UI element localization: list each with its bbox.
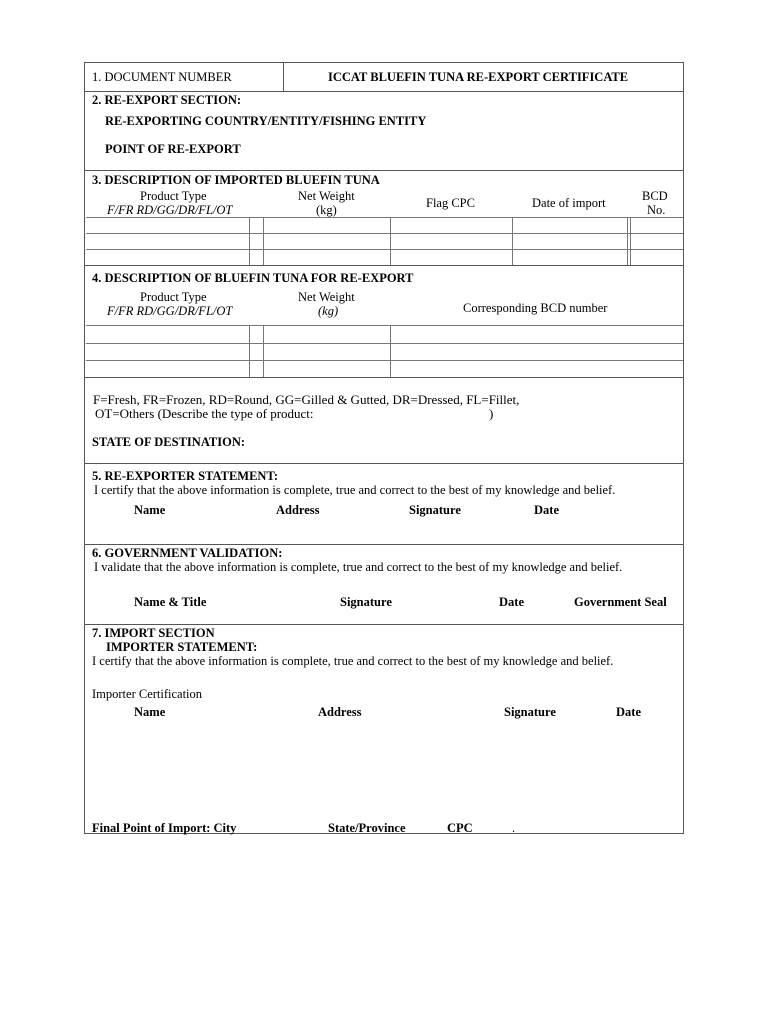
government-seal-label: Government Seal (574, 595, 667, 609)
section-divider (84, 170, 684, 171)
table-row (86, 233, 683, 234)
table-row (86, 343, 683, 344)
grid-column (512, 217, 513, 265)
reexporter-statement: I certify that the above information is complete, true and correct to the best of my knowledge and belief. (94, 483, 616, 497)
table-row (86, 360, 683, 361)
product-legend-line2: OT=Others (Describe the type of product: (95, 406, 314, 421)
importer-statement-heading: IMPORTER STATEMENT: (106, 640, 258, 654)
name-label: Name (134, 705, 166, 719)
section-divider (84, 265, 684, 266)
section3-heading: 3. DESCRIPTION OF IMPORTED BLUEFIN TUNA (92, 173, 380, 187)
bcd-label: BCD (642, 189, 668, 203)
table-row (86, 325, 683, 326)
date-label: Date (499, 595, 524, 609)
address-label: Address (276, 503, 320, 517)
section-divider (84, 463, 684, 464)
government-statement: I validate that the above information is complete, true and correct to the best of my knowledge and belief. (94, 560, 623, 574)
section7-heading: 7. IMPORT SECTION (92, 626, 215, 640)
grid-column (627, 217, 628, 265)
grid-column (249, 217, 250, 265)
kg-label: (kg) (318, 304, 339, 318)
section5-heading: 5. RE-EXPORTER STATEMENT: (92, 469, 279, 483)
product-codes-label: F/FR RD/GG/DR/FL/OT (107, 203, 233, 217)
product-codes-label: F/FR RD/GG/DR/FL/OT (107, 304, 233, 318)
grid-column (390, 217, 391, 265)
importer-certification-label: Importer Certification (92, 687, 203, 701)
product-type-label: Product Type (140, 290, 207, 304)
section-divider (84, 91, 684, 92)
date-of-import-label: Date of import (532, 196, 606, 210)
point-of-reexport-label: POINT OF RE-EXPORT (105, 142, 241, 156)
name-title-label: Name & Title (134, 595, 207, 609)
signature-label: Signature (409, 503, 461, 517)
signature-label: Signature (340, 595, 392, 609)
state-province-label: State/Province (328, 821, 406, 835)
header-divider (283, 62, 284, 92)
table-row (86, 249, 683, 250)
section-divider (84, 624, 684, 625)
certificate-title: ICCAT BLUEFIN TUNA RE-EXPORT CERTIFICATE (328, 70, 629, 84)
table-row (86, 217, 683, 218)
signature-label: Signature (504, 705, 556, 719)
net-weight-label: Net Weight (298, 189, 355, 203)
section-divider (84, 544, 684, 545)
grid-column (263, 217, 264, 265)
bcd-no-label: No. (647, 203, 666, 217)
corresponding-bcd-label: Corresponding BCD number (463, 301, 608, 315)
grid-column (630, 217, 631, 265)
net-weight-label: Net Weight (298, 290, 355, 304)
reexporting-country-label: RE-EXPORTING COUNTRY/ENTITY/FISHING ENTITY (105, 114, 427, 128)
section2-heading: 2. RE-EXPORT SECTION: (92, 93, 242, 107)
importer-statement: I certify that the above information is complete, true and correct to the best of my knowledge and belief. (92, 654, 614, 668)
product-legend-close: ) (489, 406, 494, 421)
date-label: Date (616, 705, 641, 719)
document-number-label: 1. DOCUMENT NUMBER (92, 70, 232, 84)
product-type-label: Product Type (140, 189, 207, 203)
state-of-destination-label: STATE OF DESTINATION: (92, 435, 246, 449)
name-label: Name (134, 503, 166, 517)
grid-column (263, 325, 264, 377)
section4-heading: 4. DESCRIPTION OF BLUEFIN TUNA FOR RE-EXPORT (92, 271, 414, 285)
kg-label: (kg) (316, 203, 337, 217)
final-point-of-import-label: Final Point of Import: City (92, 821, 237, 835)
address-label: Address (318, 705, 362, 719)
product-legend-line1: F=Fresh, FR=Frozen, RD=Round, GG=Gilled & Gutted, DR=Dressed, FL=Fillet, (93, 392, 520, 407)
date-label: Date (534, 503, 559, 517)
section-divider (84, 377, 684, 378)
flag-cpc-label: Flag CPC (426, 196, 475, 210)
grid-column (249, 325, 250, 377)
cpc-period: . (512, 821, 516, 835)
grid-column (390, 325, 391, 377)
cpc-label: CPC (447, 821, 473, 835)
section6-heading: 6. GOVERNMENT VALIDATION: (92, 546, 283, 560)
